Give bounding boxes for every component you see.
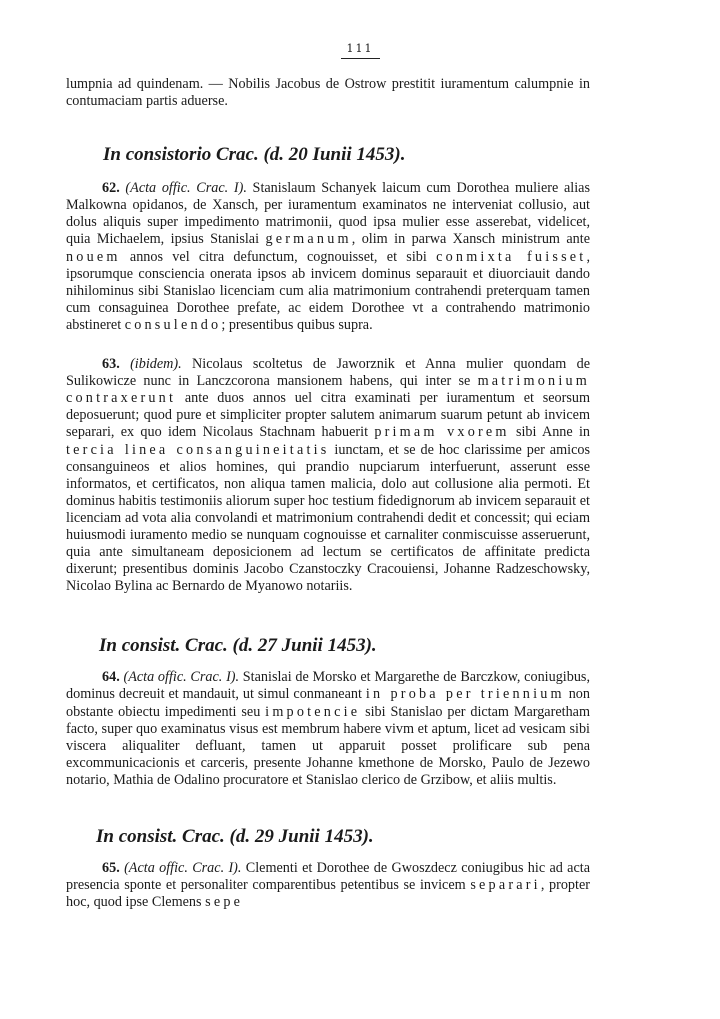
entry-source: (ibidem).: [130, 356, 182, 373]
entry-number: 65.: [102, 860, 120, 876]
entry-source: (Acta offic. Crac. I).: [125, 180, 247, 197]
section-heading: In consist. Crac. (d. 29 Junii 1453).: [96, 826, 374, 847]
section-heading: In consist. Crac. (d. 27 Junii 1453).: [99, 635, 377, 657]
entry-source: (Acta offic. Crac. I).: [123, 669, 240, 686]
entry-number: 62.: [102, 180, 120, 197]
intro-paragraph: lumpnia ad quindenam. — Nobilis Jacobus de Ostrow prestitit iuramentum calumpnie in contumaciam partis aduerse.: [66, 76, 590, 110]
entry-65: 65. (Acta offic. Crac. I). Clementi et Dorothee de Gwoszdecz coniugibus hic ad acta presencia sponte et personaliter comparentibus petentibus se invicem separari, propter hoc, quod ipse Clemens sepe: [66, 860, 591, 911]
entry-64: 64. (Acta offic. Crac. I). Stanislai de Morsko et Margarethe de Barczkow, coniugibus, dominus decreuit et mandauit, ut simul conmaneant in proba per triennium non obstante obiectu impedimenti seu impotencie sibi Stanislao per dictam Margaretham facto, super quo examinatus visus est membrum habere vivm et aptum, licet ad vesicam sibi viscera aliqualiter defluant, tamen ut apparuit posset prolificare sub pena excommunicacionis et carceris, presente Johanne kmethone de Morsko, Paulo de Jezewo notario, Mathia de Odalino procuratore et Stanislao clerico de Grzibow, et aliis multis.: [66, 669, 590, 788]
entry-source: (Acta offic. Crac. I).: [124, 860, 242, 876]
page-body: [66, 76, 590, 911]
entry-62: 62. (Acta offic. Crac. I). Stanislaum Schanyek laicum cum Dorothea muliere alias Malkowna opidanos, de Xansch, per iuramentum examinatos ne interveniat collusio, aut dolus aliquis super impedimento matrimonii, quod ipsa mulier esse asserebat, videlicet, quia Michaelem, ipsius Stanislai germanum, olim in parwa Xansch ministrum ante nouem annos vel citra defunctum, cognouisset, et sibi conmixta fuisset, ipsorumque consciencia onerata ipsos ab invicem dominus separauit et diuorciauit dando nihilominus sibi Stanislao licenciam cum alia matrimonium contrahendi preterquam tamen cum consaguinea Dorothee prefate, ac eidem Dorothee vt a contrahendo matrimonio abstineret consulendo; presentibus quibus supra.: [66, 180, 590, 333]
page-number: 111: [0, 42, 720, 59]
entry-63: 63. (ibidem). Nicolaus scoltetus de Jaworznik et Anna mulier quondam de Sulikowicze nunc in Lanczcorona mansionem habens, qui inter se matrimonium contraxerunt ante duos annos uel citra examinati per iuramentum et seorsum deposuerunt; quod pure et simpliciter propter salutem animarum suarum petunt ab invicem separari, ex quo idem Nicolaus Stachnam habuerit primam vxorem sibi Anne in tercia linea consanguineitatis iunctam, et se de hoc clarissime per amicos consanguineos et alios homines, qui prandio nupciarum interfuerunt, asserunt esse informatos, et certificatos, non aliqua tamen malicia, dolo aut collusione alia permoti. Et dominus habitis testimoniis aliorum super hoc testium fidedignorum ab invicem separauit et licenciam ad vota alia convolandi et matrimonium contrahendi dedit et concessit; qui eciam huiusmodi iuramento medio se nunquam cognouisse et carnaliter conmiscuisse asseruerunt, quia ante simultaneam deposicionem ad lectum se certificatos de affinitate predicta dixerunt; presentibus dominis Jacobo Czanstoczky Cracouiensi, Johanne Radzeschowsky, Nicolao Bylina ac Bernardo de Myanowo notariis.: [66, 356, 590, 595]
entry-number: 64.: [102, 669, 120, 686]
section-heading: In consistorio Crac. (d. 20 Iunii 1453).: [103, 144, 406, 166]
entry-number: 63.: [102, 356, 120, 373]
paragraph-gap: [66, 334, 590, 356]
